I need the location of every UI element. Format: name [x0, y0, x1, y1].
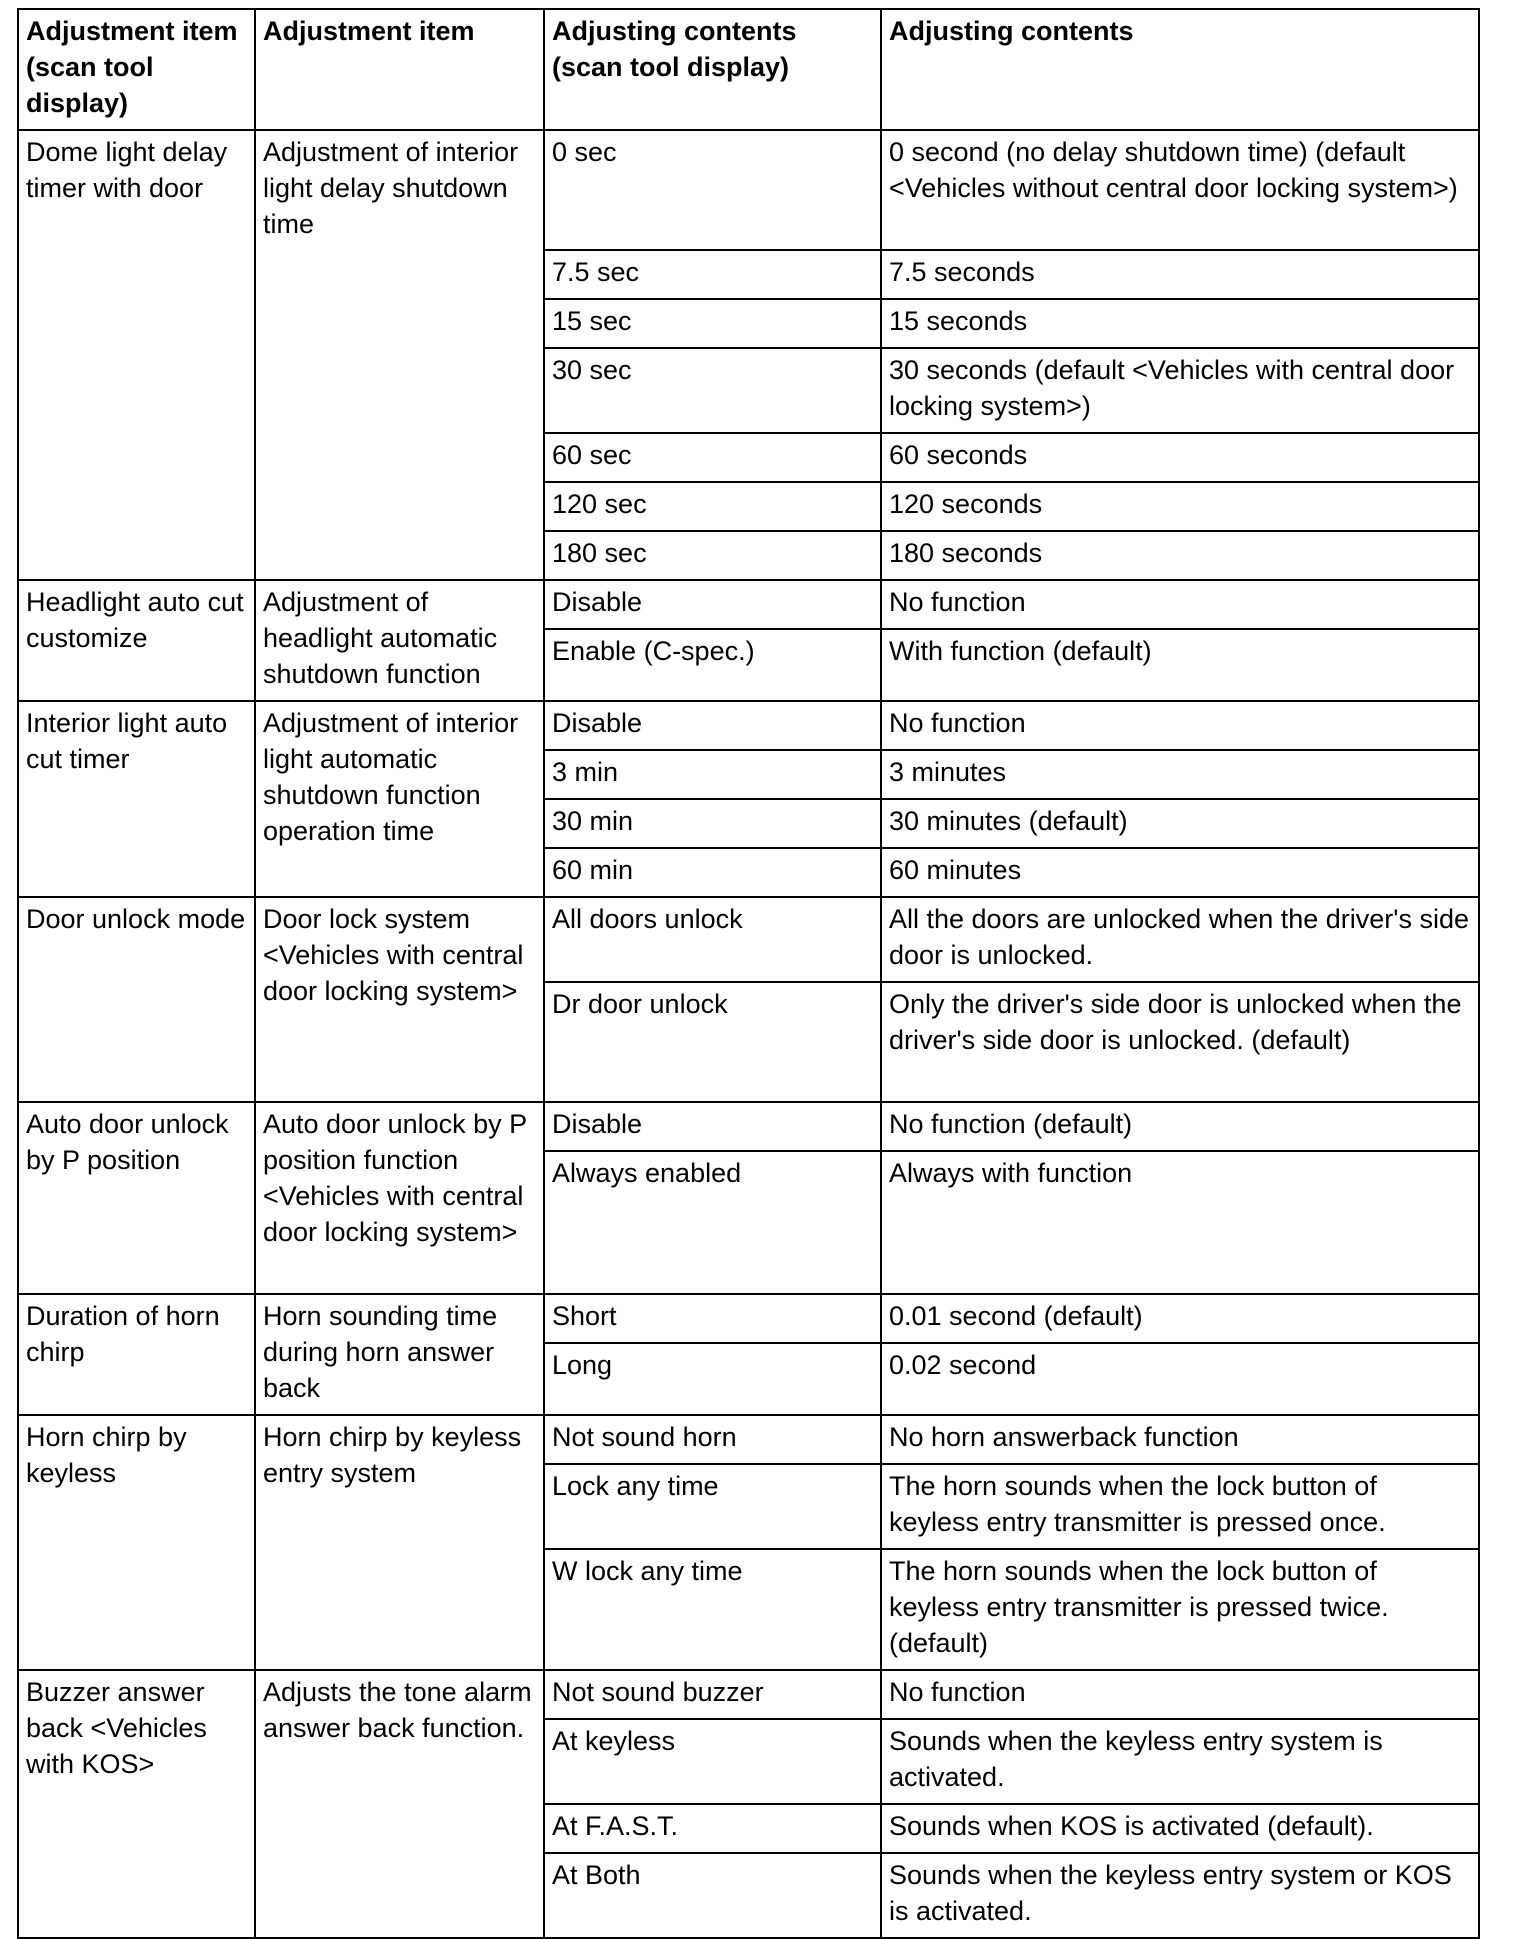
option-content-cell: Only the driver's side door is unlocked when the driver's side door is unlocked. (default): [881, 982, 1479, 1102]
table-row: [18, 897, 1479, 982]
option-display-cell: Dr door unlock: [544, 982, 881, 1102]
header-item-scan-tool: Adjustment item (scan tool display): [18, 9, 255, 130]
option-content-cell: 0.02 second: [881, 1343, 1479, 1415]
adjustment-table: [17, 8, 1480, 1939]
table-row: [18, 1670, 1479, 1719]
option-content-cell: 30 seconds (default <Vehicles with central door locking system>): [881, 348, 1479, 433]
option-display-cell: 15 sec: [544, 299, 881, 348]
option-content-cell: No function: [881, 1670, 1479, 1719]
adjustment-item-cell: Horn chirp by keyless entry system: [255, 1415, 544, 1670]
option-display-cell: 180 sec: [544, 531, 881, 580]
adjustment-item-cell: Adjustment of interior light delay shutdown time: [255, 130, 544, 580]
adjustment-item-cell: Adjustment of headlight automatic shutdown function: [255, 580, 544, 701]
option-display-cell: 30 min: [544, 799, 881, 848]
option-content-cell: Sounds when KOS is activated (default).: [881, 1804, 1479, 1853]
option-display-cell: W lock any time: [544, 1549, 881, 1670]
adjustment-item-scan-tool-cell: Horn chirp by keyless: [18, 1415, 255, 1670]
adjustment-item-cell: Adjustment of interior light automatic shutdown function operation time: [255, 701, 544, 897]
option-content-cell: No function (default): [881, 1102, 1479, 1151]
option-content-cell: 7.5 seconds: [881, 250, 1479, 299]
adjustment-item-cell: Auto door unlock by P position function <Vehicles with central door locking system>: [255, 1102, 544, 1294]
option-content-cell: No function: [881, 580, 1479, 629]
header-row: [18, 9, 1479, 130]
option-content-cell: With function (default): [881, 629, 1479, 701]
adjustment-item-scan-tool-cell: Door unlock mode: [18, 897, 255, 1102]
table-row: [18, 701, 1479, 750]
option-content-cell: The horn sounds when the lock button of keyless entry transmitter is pressed twice. (default): [881, 1549, 1479, 1670]
option-content-cell: No function: [881, 701, 1479, 750]
option-display-cell: Short: [544, 1294, 881, 1343]
adjustment-item-scan-tool-cell: Buzzer answer back <Vehicles with KOS>: [18, 1670, 255, 1938]
option-content-cell: The horn sounds when the lock button of keyless entry transmitter is pressed once.: [881, 1464, 1479, 1549]
option-display-cell: Not sound buzzer: [544, 1670, 881, 1719]
option-display-cell: 0 sec: [544, 130, 881, 250]
option-display-cell: At Both: [544, 1853, 881, 1938]
header-contents-scan-tool: Adjusting contents (scan tool display): [544, 9, 881, 130]
option-content-cell: Sounds when the keyless entry system or KOS is activated.: [881, 1853, 1479, 1938]
option-content-cell: 30 minutes (default): [881, 799, 1479, 848]
option-content-cell: 60 seconds: [881, 433, 1479, 482]
adjustment-item-scan-tool-cell: Duration of horn chirp: [18, 1294, 255, 1415]
option-display-cell: 30 sec: [544, 348, 881, 433]
option-display-cell: Always enabled: [544, 1151, 881, 1294]
adjustment-item-scan-tool-cell: Dome light delay timer with door: [18, 130, 255, 580]
option-display-cell: 60 sec: [544, 433, 881, 482]
option-content-cell: 3 minutes: [881, 750, 1479, 799]
adjustment-item-cell: Door lock system <Vehicles with central door locking system>: [255, 897, 544, 1102]
option-content-cell: 0 second (no delay shutdown time) (default <Vehicles without central door locking system>): [881, 130, 1479, 250]
option-display-cell: Long: [544, 1343, 881, 1415]
header-item: Adjustment item: [255, 9, 544, 130]
option-display-cell: Disable: [544, 701, 881, 750]
adjustment-item-scan-tool-cell: Headlight auto cut customize: [18, 580, 255, 701]
table-row: [18, 1294, 1479, 1343]
option-display-cell: At keyless: [544, 1719, 881, 1804]
table-row: [18, 130, 1479, 250]
option-content-cell: All the doors are unlocked when the driver's side door is unlocked.: [881, 897, 1479, 982]
option-display-cell: Enable (C-spec.): [544, 629, 881, 701]
option-content-cell: 180 seconds: [881, 531, 1479, 580]
adjustment-item-cell: Horn sounding time during horn answer back: [255, 1294, 544, 1415]
option-display-cell: At F.A.S.T.: [544, 1804, 881, 1853]
option-content-cell: No horn answerback function: [881, 1415, 1479, 1464]
table-row: [18, 1102, 1479, 1151]
option-display-cell: Not sound horn: [544, 1415, 881, 1464]
option-display-cell: 3 min: [544, 750, 881, 799]
table-body: [18, 130, 1479, 1938]
option-content-cell: Always with function: [881, 1151, 1479, 1294]
option-display-cell: Disable: [544, 580, 881, 629]
option-display-cell: Disable: [544, 1102, 881, 1151]
option-display-cell: 7.5 sec: [544, 250, 881, 299]
adjustment-item-scan-tool-cell: Interior light auto cut timer: [18, 701, 255, 897]
option-display-cell: 120 sec: [544, 482, 881, 531]
option-display-cell: All doors unlock: [544, 897, 881, 982]
option-content-cell: 60 minutes: [881, 848, 1479, 897]
option-content-cell: 0.01 second (default): [881, 1294, 1479, 1343]
option-content-cell: 15 seconds: [881, 299, 1479, 348]
option-content-cell: 120 seconds: [881, 482, 1479, 531]
adjustment-item-cell: Adjusts the tone alarm answer back function.: [255, 1670, 544, 1938]
option-display-cell: 60 min: [544, 848, 881, 897]
option-content-cell: Sounds when the keyless entry system is activated.: [881, 1719, 1479, 1804]
header-contents: Adjusting contents: [881, 9, 1479, 130]
option-display-cell: Lock any time: [544, 1464, 881, 1549]
table-row: [18, 580, 1479, 629]
adjustment-item-scan-tool-cell: Auto door unlock by P position: [18, 1102, 255, 1294]
table-row: [18, 1415, 1479, 1464]
